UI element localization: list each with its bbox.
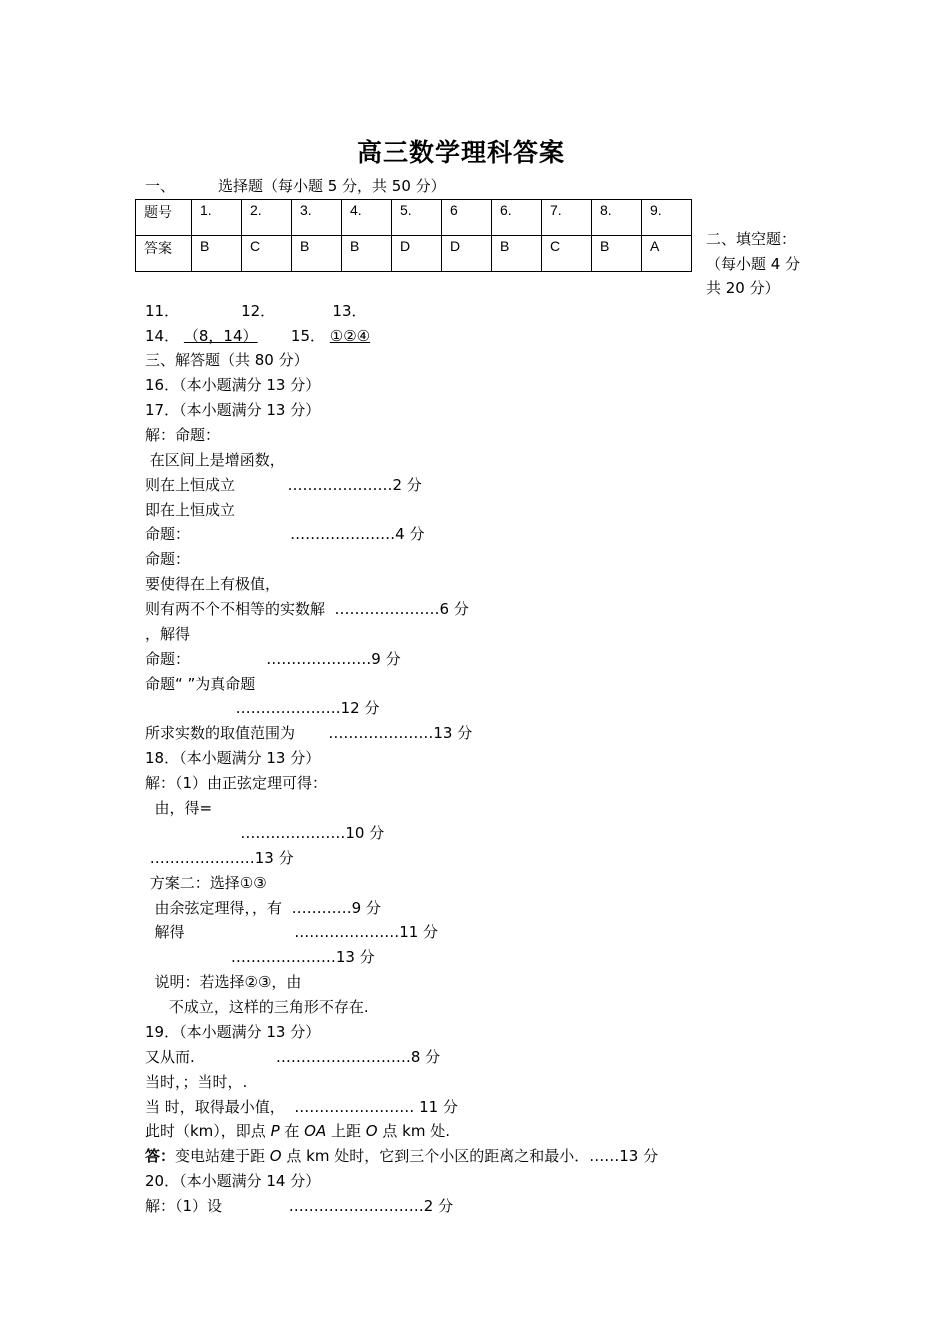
- text-line: 命题“ ”为真命题: [145, 675, 256, 693]
- table-cell-answer: C: [242, 236, 292, 272]
- text-line: 16．（本小题满分 13 分）: [145, 376, 321, 394]
- section-1-label: 选择题（每小题 5 分，共 50 分）: [217, 177, 446, 195]
- table-cell-number: 4.: [342, 200, 392, 236]
- fill-q13: 13．: [332, 302, 367, 320]
- text-line: 解：命题：: [145, 426, 221, 444]
- text-fragment: 在: [279, 1122, 305, 1140]
- text-line: 所求实数的取值范围为 …………………13 分: [145, 724, 473, 742]
- fill-blank-row-2: [145, 326, 370, 346]
- text-line-answer: [145, 1146, 658, 1166]
- text-line: ，解得: [145, 625, 191, 643]
- text-line: 命题： …………………4 分: [145, 525, 425, 543]
- table-cell-answer: C: [542, 236, 592, 272]
- fill-q15-label: 15．: [290, 327, 325, 345]
- table-cell-number: 6: [442, 200, 492, 236]
- text-fragment-italic: P: [270, 1122, 280, 1140]
- text-line: 即在上恒成立: [145, 501, 236, 519]
- text-fragment-italic: O: [365, 1122, 378, 1140]
- answer-table: [135, 199, 692, 272]
- table-cell-answer: D: [442, 236, 492, 272]
- section-2-line: 共 20 分）: [706, 279, 780, 297]
- table-cell-number: 9.: [642, 200, 692, 236]
- text-line: 则在上恒成立 …………………2 分: [145, 476, 422, 494]
- text-line: 由余弦定理得，，有 …………9 分: [145, 899, 381, 917]
- table-cell-answer: B: [492, 236, 542, 272]
- text-fragment: 上距: [326, 1122, 366, 1140]
- table-cell-answer: B: [592, 236, 642, 272]
- text-line: 解：（1）由正弦定理可得：: [145, 774, 328, 792]
- fill-q14-answer: （8，14）: [183, 327, 258, 345]
- table-cell-number: 7.: [542, 200, 592, 236]
- text-line: 说明：若选择②③，由: [145, 973, 302, 991]
- answer-label: 答：: [145, 1147, 176, 1165]
- document-title: 高三数学理科答案: [356, 138, 565, 167]
- text-line-point-p: [145, 1121, 450, 1141]
- text-line: 当时，；当时，.: [145, 1073, 248, 1091]
- text-line: 方案二：选择①③: [145, 874, 267, 892]
- text-fragment: 点 km 处.: [377, 1122, 450, 1140]
- text-line: 18．（本小题满分 13 分）: [145, 749, 321, 767]
- table-header-label: 题号: [136, 200, 192, 236]
- section-2-heading: [706, 227, 800, 301]
- table-cell-answer: B: [292, 236, 342, 272]
- section-1-number: 一、: [145, 177, 176, 195]
- text-line: …………………10 分: [145, 824, 385, 842]
- text-fragment: 变电站建于距: [175, 1147, 270, 1165]
- text-line: 要使得在上有极值，: [145, 575, 281, 593]
- text-line: 又从而. ………………………8 分: [145, 1048, 441, 1066]
- text-line: …………………13 分: [145, 849, 294, 867]
- section-1-heading: [145, 175, 446, 196]
- fill-blank-row-1: [145, 301, 367, 321]
- text-line: 19．（本小题满分 13 分）: [145, 1023, 321, 1041]
- text-fragment: 此时（km），即点: [145, 1122, 271, 1140]
- fill-q14-label: 14．: [145, 327, 180, 345]
- fill-q11: 11．: [145, 302, 180, 320]
- text-fragment-italic: O: [269, 1147, 282, 1165]
- answer-table-header-row: [136, 200, 692, 236]
- table-cell-number: 1.: [192, 200, 242, 236]
- table-cell-number: 3.: [292, 200, 342, 236]
- text-fragment: 点 km 处时，它到三个小区的距离之和最小．……13 分: [281, 1147, 659, 1165]
- table-cell-answer: B: [342, 236, 392, 272]
- fill-q15-answer: ①②④: [329, 327, 371, 345]
- text-line: 解得 …………………11 分: [145, 923, 439, 941]
- section-2-line: 二、填空题：: [706, 230, 797, 248]
- text-line: 命题： …………………9 分: [145, 650, 401, 668]
- table-cell-answer: D: [392, 236, 442, 272]
- text-line: 不成立，这样的三角形不存在.: [145, 998, 369, 1016]
- text-line: 20．（本小题满分 14 分）: [145, 1172, 321, 1190]
- text-line: 三、解答题（共 80 分）: [145, 351, 309, 369]
- fill-q12: 12．: [241, 302, 276, 320]
- table-cell-number: 6.: [492, 200, 542, 236]
- text-line: 在区间上是增函数，: [145, 451, 285, 469]
- text-line: 解：（1）设 ………………………2 分: [145, 1197, 454, 1215]
- table-cell-answer: A: [642, 236, 692, 272]
- answer-table-answer-row: [136, 236, 692, 272]
- text-line: 则有两不个不相等的实数解 …………………6 分: [145, 600, 469, 618]
- text-line: 命题：: [145, 550, 191, 568]
- table-cell-number: 5.: [392, 200, 442, 236]
- text-line: 17．（本小题满分 13 分）: [145, 401, 321, 419]
- text-fragment-italic: OA: [304, 1122, 327, 1140]
- text-line: …………………13 分: [145, 948, 375, 966]
- text-line: 当 时，取得最小值， …………………… 11 分: [145, 1098, 458, 1116]
- text-line: 由，得=: [145, 799, 213, 817]
- text-line: …………………12 分: [145, 699, 380, 717]
- table-cell-answer: B: [192, 236, 242, 272]
- table-cell-number: 2.: [242, 200, 292, 236]
- section-2-line: （每小题 4 分: [706, 254, 801, 273]
- table-answer-label: 答案: [136, 236, 192, 272]
- table-cell-number: 8.: [592, 200, 642, 236]
